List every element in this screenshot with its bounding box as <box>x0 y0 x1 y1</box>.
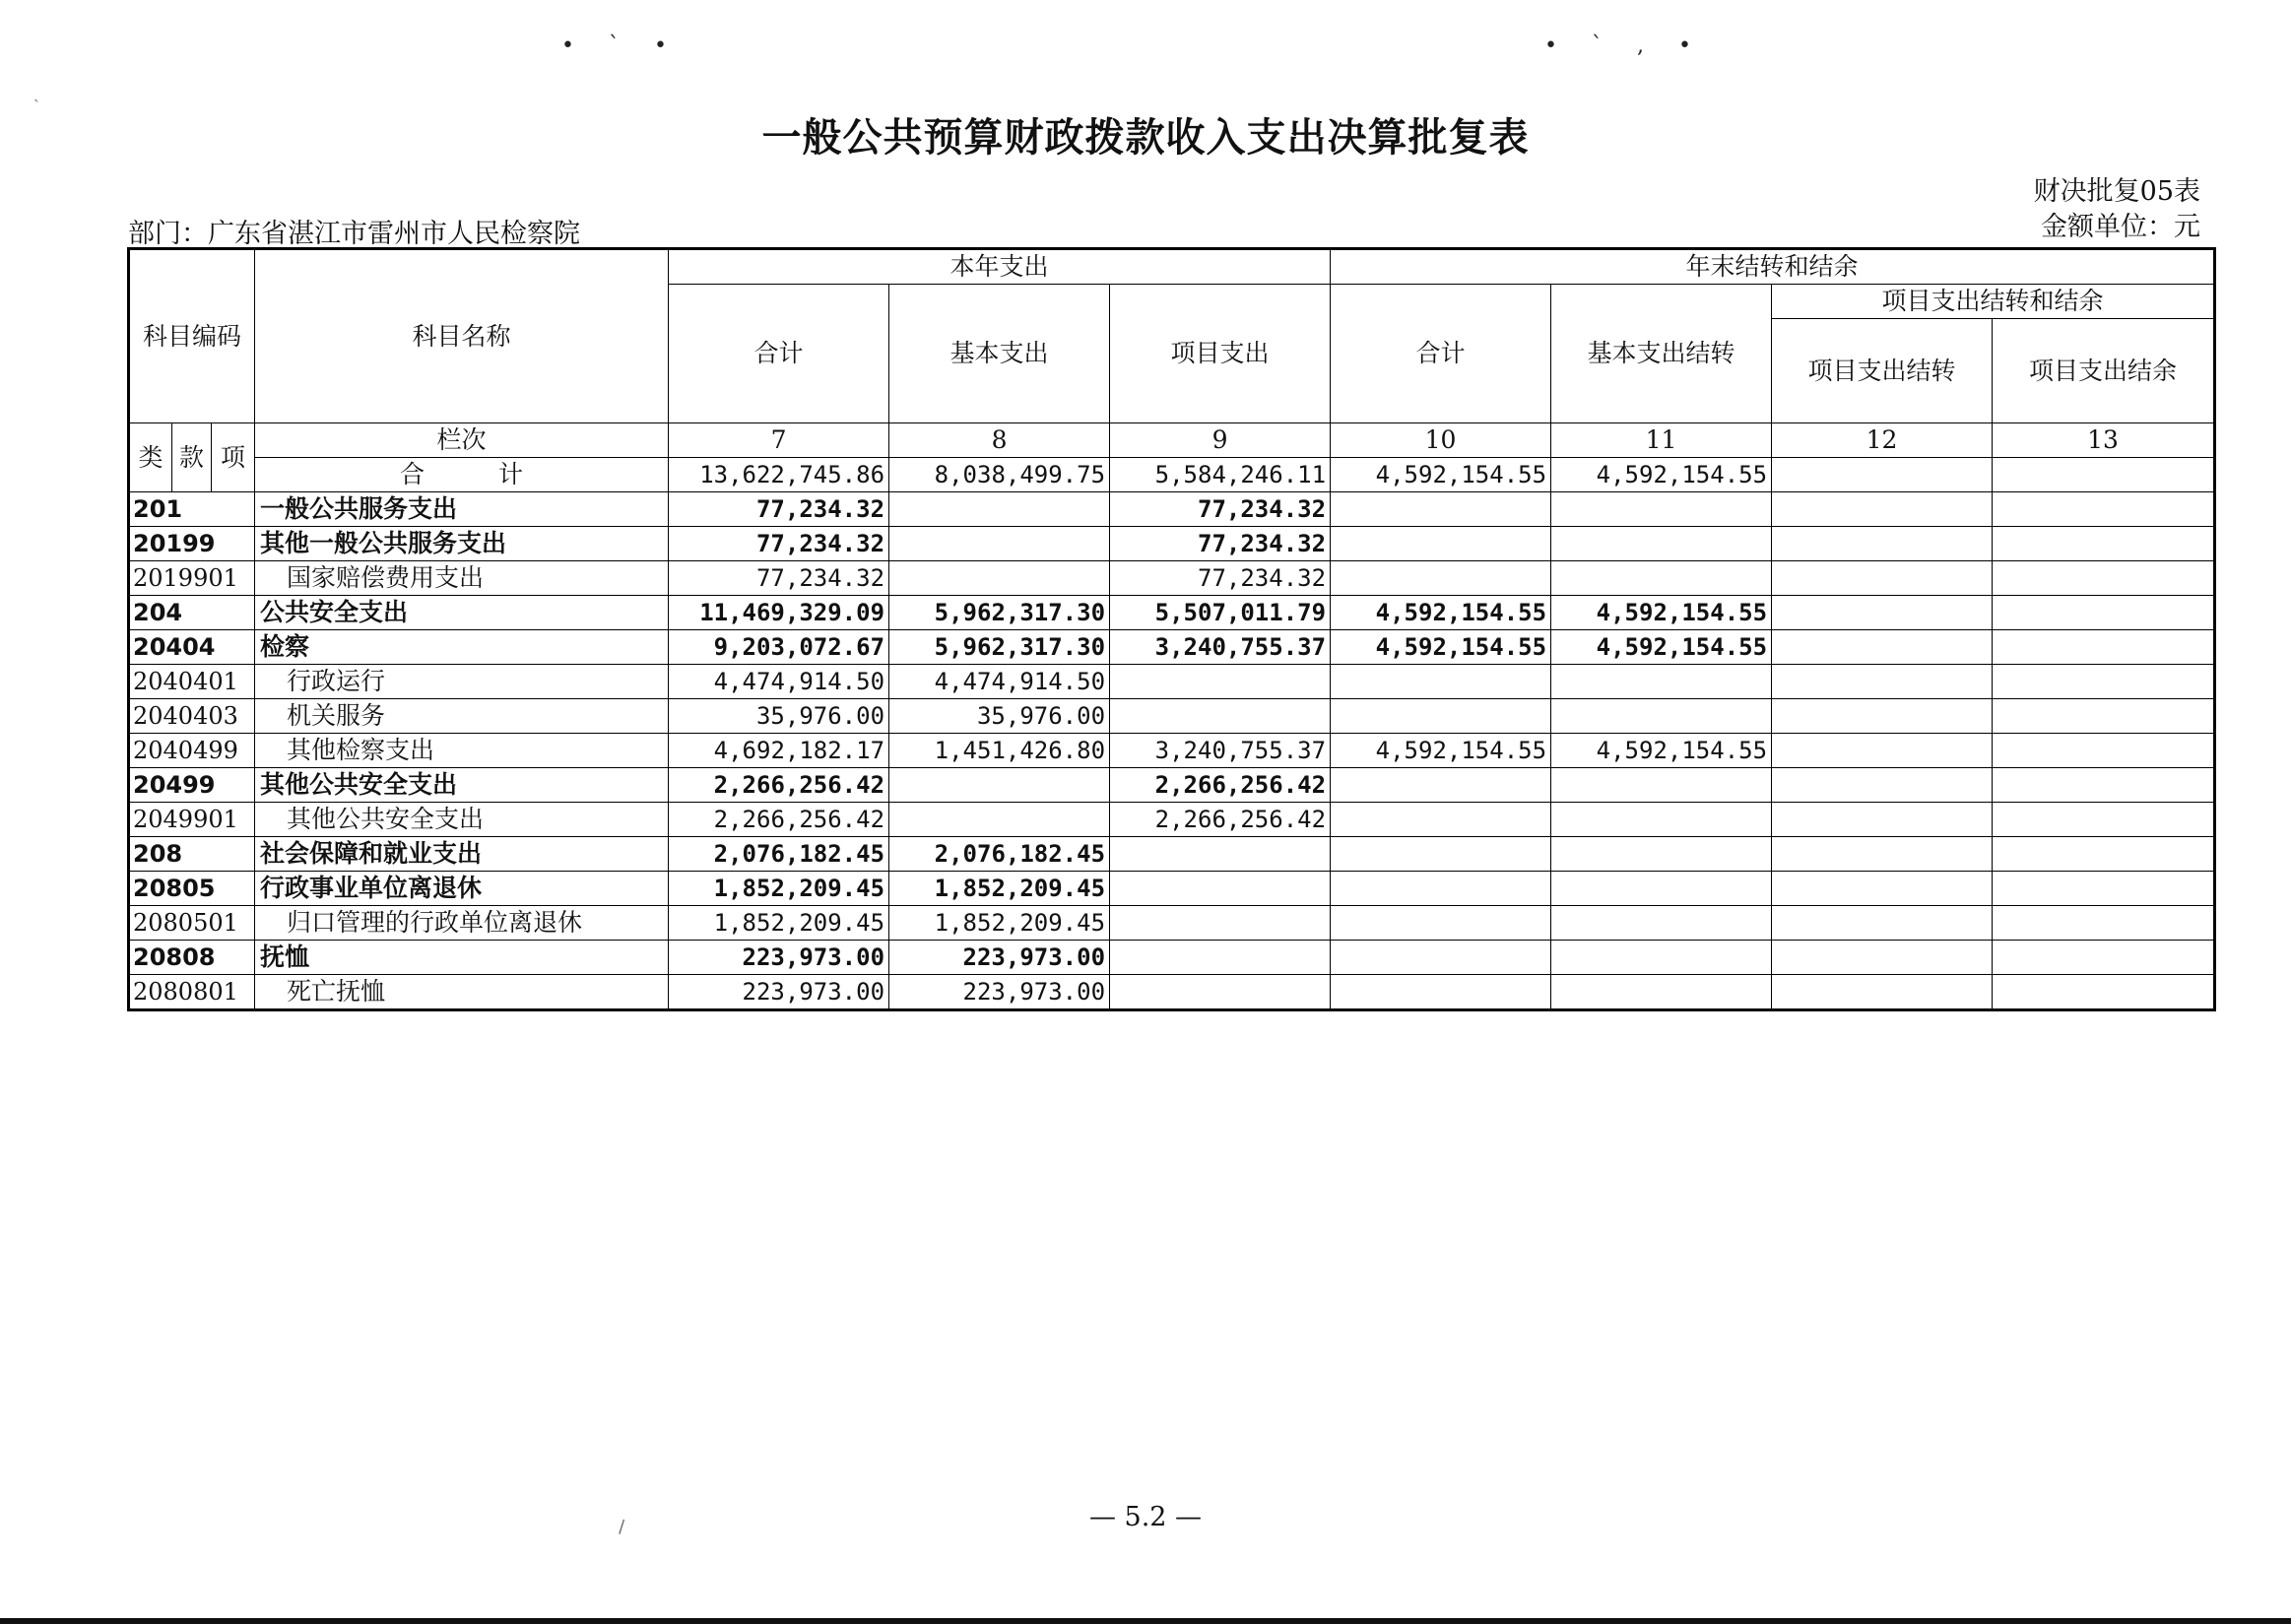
amount-cell <box>1993 768 2215 803</box>
table-row <box>129 630 2215 665</box>
amount-cell <box>1993 596 2215 630</box>
amount-cell <box>1772 872 1993 906</box>
amount-cell: 9,203,072.67 <box>669 630 889 665</box>
table-row <box>129 699 2215 734</box>
table-row <box>129 665 2215 699</box>
table-row <box>129 803 2215 837</box>
amount-cell: 77,234.32 <box>1110 492 1331 527</box>
total-value: 5,584,246.11 <box>1110 458 1331 492</box>
amount-cell <box>1993 803 2215 837</box>
amount-cell <box>1551 941 1772 975</box>
subject-name: 其他检察支出 <box>255 734 669 768</box>
amount-cell <box>1331 837 1551 872</box>
amount-cell <box>1993 527 2215 561</box>
amount-cell <box>1110 665 1331 699</box>
page-number: — 5.2 — <box>1088 1502 1203 1532</box>
amount-cell: 77,234.32 <box>1110 527 1331 561</box>
amount-cell <box>1331 561 1551 596</box>
subject-code: 20499 <box>129 768 255 803</box>
subject-name: 死亡抚恤 <box>255 975 669 1010</box>
subject-name: 归口管理的行政单位离退休 <box>255 906 669 941</box>
header-kuan: 款 <box>172 423 212 492</box>
amount-cell <box>1551 837 1772 872</box>
amount-cell <box>1772 527 1993 561</box>
amount-cell <box>1993 561 2215 596</box>
amount-cell <box>889 803 1110 837</box>
amount-cell <box>1772 630 1993 665</box>
amount-cell <box>1110 872 1331 906</box>
subject-code: 20808 <box>129 941 255 975</box>
header-ye-total: 合计 <box>1331 285 1551 423</box>
scan-artifact-mark: ` <box>33 98 40 114</box>
amount-cell <box>889 768 1110 803</box>
column-number: 13 <box>1993 423 2215 458</box>
amount-cell: 2,266,256.42 <box>1110 803 1331 837</box>
amount-cell: 1,852,209.45 <box>669 906 889 941</box>
amount-cell: 2,076,182.45 <box>669 837 889 872</box>
amount-cell: 1,852,209.45 <box>669 872 889 906</box>
header-subject-name: 科目名称 <box>255 249 669 423</box>
amount-cell <box>1331 527 1551 561</box>
amount-cell <box>889 561 1110 596</box>
subject-code: 204 <box>129 596 255 630</box>
amount-cell: 223,973.00 <box>669 941 889 975</box>
budget-table <box>127 247 2216 1011</box>
total-value: 4,592,154.55 <box>1331 458 1551 492</box>
subject-name: 机关服务 <box>255 699 669 734</box>
amount-cell: 77,234.32 <box>1110 561 1331 596</box>
header-row-1 <box>129 249 2215 285</box>
total-row <box>129 458 2215 492</box>
table-row <box>129 872 2215 906</box>
header-current-year-expenditure: 本年支出 <box>669 249 1331 285</box>
total-label: 合 计 <box>255 458 669 492</box>
amount-cell <box>1772 492 1993 527</box>
amount-cell: 2,076,182.45 <box>889 837 1110 872</box>
amount-cell: 223,973.00 <box>669 975 889 1010</box>
subject-name: 其他公共安全支出 <box>255 768 669 803</box>
amount-cell <box>1551 803 1772 837</box>
subject-code: 20404 <box>129 630 255 665</box>
amount-cell <box>1993 941 2215 975</box>
amount-cell <box>1331 699 1551 734</box>
amount-cell <box>1331 872 1551 906</box>
header-xiang: 项 <box>212 423 255 492</box>
total-value <box>1772 458 1993 492</box>
amount-cell: 35,976.00 <box>889 699 1110 734</box>
column-number: 12 <box>1772 423 1993 458</box>
amount-cell: 77,234.32 <box>669 527 889 561</box>
header-subject-code: 科目编码 <box>129 249 255 423</box>
header-basic-expenditure: 基本支出 <box>889 285 1110 423</box>
column-number: 10 <box>1331 423 1551 458</box>
table-row <box>129 768 2215 803</box>
amount-cell: 4,592,154.55 <box>1551 734 1772 768</box>
header-lei: 类 <box>129 423 172 492</box>
total-value: 8,038,499.75 <box>889 458 1110 492</box>
amount-cell: 223,973.00 <box>889 941 1110 975</box>
amount-cell <box>1110 975 1331 1010</box>
amount-cell: 4,592,154.55 <box>1551 630 1772 665</box>
subject-code: 2040499 <box>129 734 255 768</box>
table-row <box>129 975 2215 1010</box>
amount-cell <box>1551 768 1772 803</box>
amount-cell <box>1331 941 1551 975</box>
amount-cell <box>1772 837 1993 872</box>
subject-code: 2049901 <box>129 803 255 837</box>
subject-code: 20805 <box>129 872 255 906</box>
amount-cell: 1,852,209.45 <box>889 906 1110 941</box>
amount-cell <box>1772 803 1993 837</box>
scan-artifact-dots: • ` , • <box>1544 33 1705 58</box>
subject-name: 行政事业单位离退休 <box>255 872 669 906</box>
subject-name: 其他一般公共服务支出 <box>255 527 669 561</box>
amount-cell <box>1772 941 1993 975</box>
amount-cell: 4,474,914.50 <box>669 665 889 699</box>
amount-cell <box>1331 665 1551 699</box>
amount-cell <box>889 527 1110 561</box>
amount-cell <box>1993 837 2215 872</box>
column-number: 7 <box>669 423 889 458</box>
column-number: 8 <box>889 423 1110 458</box>
form-number: 财决批复05表 <box>2033 176 2200 207</box>
amount-cell <box>1551 906 1772 941</box>
table-row <box>129 941 2215 975</box>
subject-name: 抚恤 <box>255 941 669 975</box>
subject-code: 2040401 <box>129 665 255 699</box>
amount-cell: 4,592,154.55 <box>1331 734 1551 768</box>
department-label: 部门：广东省湛江市雷州市人民检察院 <box>128 219 580 249</box>
table-row <box>129 837 2215 872</box>
table-row <box>129 734 2215 768</box>
table-row <box>129 492 2215 527</box>
amount-cell: 2,266,256.42 <box>669 803 889 837</box>
amount-cell <box>1772 665 1993 699</box>
amount-cell <box>1772 906 1993 941</box>
amount-cell: 5,962,317.30 <box>889 596 1110 630</box>
amount-unit: 金额单位：元 <box>2041 212 2200 242</box>
subject-code: 2019901 <box>129 561 255 596</box>
amount-cell: 4,474,914.50 <box>889 665 1110 699</box>
amount-cell: 3,240,755.37 <box>1110 630 1331 665</box>
amount-cell: 4,692,182.17 <box>669 734 889 768</box>
header-ye-basic-carryover: 基本支出结转 <box>1551 285 1772 423</box>
table-row <box>129 561 2215 596</box>
subject-name: 检察 <box>255 630 669 665</box>
amount-cell: 4,592,154.55 <box>1331 630 1551 665</box>
amount-cell: 1,451,426.80 <box>889 734 1110 768</box>
amount-cell <box>1551 665 1772 699</box>
amount-cell <box>1551 527 1772 561</box>
subject-code: 201 <box>129 492 255 527</box>
subject-name: 国家赔偿费用支出 <box>255 561 669 596</box>
header-project-expenditure: 项目支出 <box>1110 285 1331 423</box>
subject-code: 2080801 <box>129 975 255 1010</box>
amount-cell <box>1551 699 1772 734</box>
subject-name: 其他公共安全支出 <box>255 803 669 837</box>
total-value <box>1993 458 2215 492</box>
header-project-carryover-group: 项目支出结转和结余 <box>1772 285 2215 319</box>
amount-cell <box>1993 492 2215 527</box>
amount-cell: 77,234.32 <box>669 492 889 527</box>
subject-code: 2040403 <box>129 699 255 734</box>
subject-name: 一般公共服务支出 <box>255 492 669 527</box>
amount-cell <box>1993 975 2215 1010</box>
amount-cell <box>1993 630 2215 665</box>
amount-cell <box>1110 837 1331 872</box>
scan-artifact-mark: \ <box>613 1517 630 1537</box>
subject-code: 2080501 <box>129 906 255 941</box>
scan-bottom-edge <box>0 1618 2291 1624</box>
amount-cell: 4,592,154.55 <box>1331 596 1551 630</box>
amount-cell <box>1551 872 1772 906</box>
amount-cell <box>889 492 1110 527</box>
subject-code: 208 <box>129 837 255 872</box>
amount-cell <box>1551 975 1772 1010</box>
column-number: 9 <box>1110 423 1331 458</box>
amount-cell <box>1331 768 1551 803</box>
amount-cell <box>1331 906 1551 941</box>
amount-cell <box>1331 492 1551 527</box>
subject-code: 20199 <box>129 527 255 561</box>
amount-cell <box>1551 492 1772 527</box>
amount-cell <box>1772 768 1993 803</box>
amount-cell: 2,266,256.42 <box>1110 768 1331 803</box>
amount-cell <box>1993 699 2215 734</box>
amount-cell <box>1772 596 1993 630</box>
amount-cell <box>1772 975 1993 1010</box>
column-number: 11 <box>1551 423 1772 458</box>
amount-cell: 223,973.00 <box>889 975 1110 1010</box>
total-value: 4,592,154.55 <box>1551 458 1772 492</box>
amount-cell <box>1331 803 1551 837</box>
amount-cell: 77,234.32 <box>669 561 889 596</box>
header-lanci: 栏次 <box>255 423 669 458</box>
table-row <box>129 527 2215 561</box>
header-project-carryover: 项目支出结转 <box>1772 319 1993 423</box>
header-total: 合计 <box>669 285 889 423</box>
total-value: 13,622,745.86 <box>669 458 889 492</box>
amount-cell: 11,469,329.09 <box>669 596 889 630</box>
amount-cell: 2,266,256.42 <box>669 768 889 803</box>
page-title: 一般公共预算财政拨款收入支出决算批复表 <box>761 115 1530 161</box>
subject-name: 社会保障和就业支出 <box>255 837 669 872</box>
table-row <box>129 906 2215 941</box>
table-row <box>129 596 2215 630</box>
scan-artifact-dots: • ` • <box>561 33 681 58</box>
amount-cell: 35,976.00 <box>669 699 889 734</box>
amount-cell <box>1110 906 1331 941</box>
amount-cell: 5,962,317.30 <box>889 630 1110 665</box>
amount-cell <box>1993 906 2215 941</box>
amount-cell <box>1772 734 1993 768</box>
amount-cell <box>1551 561 1772 596</box>
amount-cell <box>1110 941 1331 975</box>
subject-name: 行政运行 <box>255 665 669 699</box>
subject-name: 公共安全支出 <box>255 596 669 630</box>
amount-cell <box>1110 699 1331 734</box>
amount-cell <box>1331 975 1551 1010</box>
column-number-row <box>129 423 2215 458</box>
amount-cell <box>1993 872 2215 906</box>
amount-cell: 3,240,755.37 <box>1110 734 1331 768</box>
header-year-end-carryover: 年末结转和结余 <box>1331 249 2215 285</box>
amount-cell <box>1772 699 1993 734</box>
amount-cell <box>1993 734 2215 768</box>
header-project-surplus: 项目支出结余 <box>1993 319 2215 423</box>
amount-cell: 5,507,011.79 <box>1110 596 1331 630</box>
amount-cell <box>1993 665 2215 699</box>
amount-cell: 1,852,209.45 <box>889 872 1110 906</box>
amount-cell <box>1772 561 1993 596</box>
amount-cell: 4,592,154.55 <box>1551 596 1772 630</box>
